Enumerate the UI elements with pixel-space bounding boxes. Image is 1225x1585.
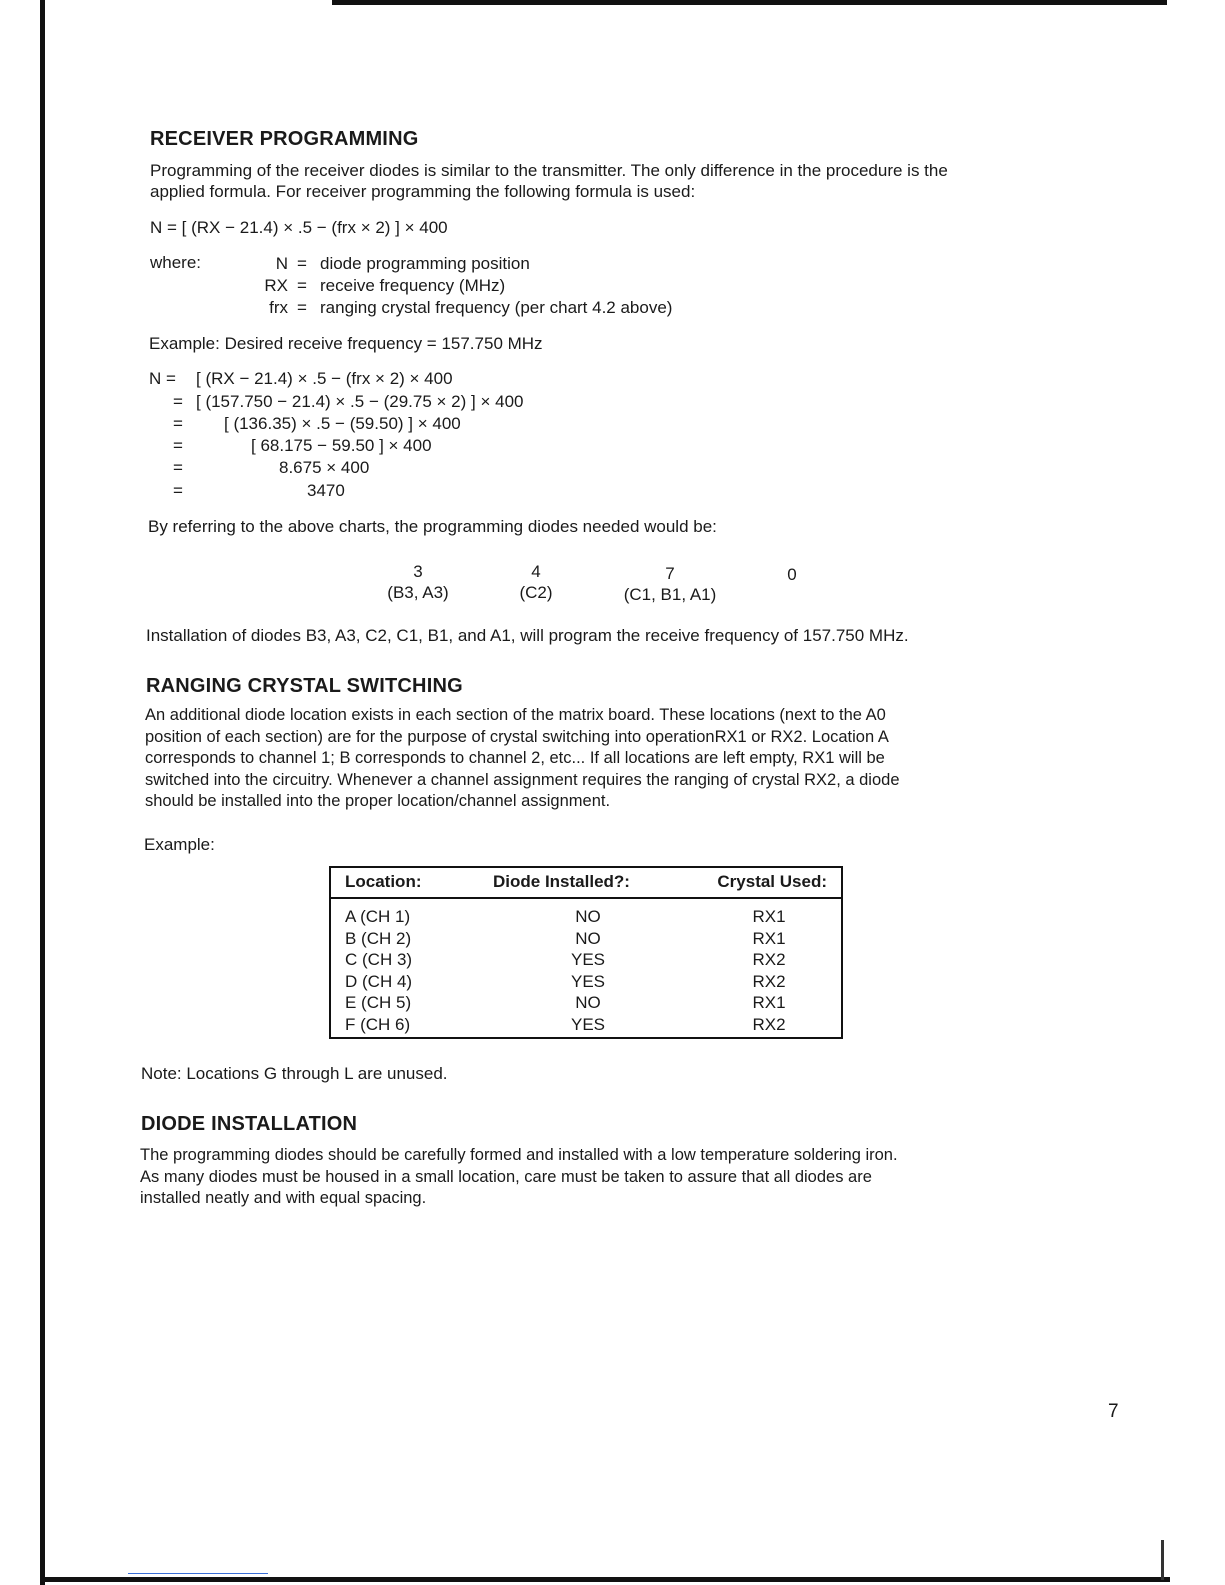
- receiver-formula: N = [ (RX − 21.4) × .5 − (frx × 2) ] × 400: [150, 218, 448, 237]
- definition-text: receive frequency (MHz): [320, 276, 506, 295]
- diode-paragraph: [140, 1145, 1040, 1210]
- table-cell-location: A (CH 1): [345, 907, 411, 926]
- definition-text: ranging crystal frequency (per chart 4.2 above): [320, 298, 673, 317]
- table-cell-crystal: RX2: [752, 1014, 786, 1034]
- digit-diodes: (B3, A3): [387, 583, 449, 602]
- paragraph-line: installed neatly and with equal spacing.: [140, 1189, 427, 1207]
- table-cell-diode: NO: [575, 993, 601, 1012]
- table-cell-diode: YES: [570, 1014, 606, 1034]
- paragraph-line: An additional diode location exists in each section of the matrix board. These locations (next to the A0: [145, 706, 886, 724]
- installation-sentence: Installation of diodes B3, A3, C2, C1, B1, and A1, will program the receive frequency of 157.750 MHz.: [146, 626, 909, 645]
- calc-equals: =: [173, 458, 183, 477]
- scan-border-top: [332, 0, 1167, 5]
- paragraph-line: corresponds to channel 1; B corresponds to channel 2, etc... If all locations are left empty, RX1 will be: [145, 749, 885, 767]
- ranging-paragraph: [145, 705, 1045, 813]
- table-cell-crystal: RX1: [752, 907, 786, 926]
- column-header-crystal-used: Crystal Used:: [697, 867, 842, 898]
- ranging-heading: RANGING CRYSTAL SWITCHING: [146, 675, 463, 697]
- table-cell-location: C (CH 3): [345, 950, 413, 969]
- calc-expression: 3470: [307, 481, 345, 500]
- calc-expression: [ (136.35) × .5 − (59.50) ] × 400: [224, 414, 461, 433]
- calc-equals: N =: [149, 369, 176, 388]
- calc-equals: =: [173, 414, 183, 433]
- digit-diodes: (C1, B1, A1): [623, 585, 717, 604]
- table-cell-diode: YES: [570, 950, 606, 969]
- table-row: [330, 1014, 842, 1039]
- scan-border-left: [40, 0, 45, 1585]
- definition-equals: =: [297, 276, 307, 295]
- table-cell-location: B (CH 2): [345, 928, 412, 948]
- table-cell-crystal: RX2: [752, 950, 786, 969]
- calc-expression: [ (RX − 21.4) × .5 − (frx × 2) × 400: [196, 369, 453, 388]
- table-cell-location: F (CH 6): [345, 1014, 411, 1034]
- table-cell-diode: NO: [575, 907, 601, 926]
- table-cell-crystal: RX1: [752, 928, 786, 948]
- digit: 3: [413, 562, 423, 581]
- receiver-intro-line-2: applied formula. For receiver programming the following formula is used:: [150, 182, 696, 201]
- where-label: where:: [150, 253, 202, 272]
- table-row: [330, 971, 842, 993]
- scan-border-bottom: [40, 1577, 1170, 1582]
- definition-symbol: N: [275, 254, 288, 273]
- digit: 0: [787, 565, 797, 584]
- table-header-row: [330, 867, 842, 898]
- column-header-location: Location:: [330, 867, 479, 898]
- calc-expression: [ (157.750 − 21.4) × .5 − (29.75 × 2) ] × 400: [196, 392, 524, 411]
- table-cell-diode: YES: [570, 971, 606, 991]
- table-row: [330, 898, 842, 928]
- table-cell-location: D (CH 4): [345, 971, 413, 991]
- scan-border-right: [1161, 1540, 1164, 1580]
- column-header-diode-installed: Diode Installed?:: [479, 867, 697, 898]
- paragraph-line: should be installed into the proper location/channel assignment.: [145, 792, 611, 810]
- calc-equals: =: [173, 392, 183, 411]
- calc-expression: 8.675 × 400: [279, 458, 370, 477]
- definition-symbol: frx: [269, 298, 288, 317]
- example-label: Example:: [144, 835, 215, 854]
- definition-symbol: RX: [264, 276, 288, 295]
- calc-expression: [ 68.175 − 59.50 ] × 400: [251, 436, 432, 455]
- definition-text: diode programming position: [320, 254, 530, 273]
- table-row: [330, 949, 842, 971]
- paragraph-line: As many diodes must be housed in a small location, care must be taken to assure that all diodes are: [140, 1167, 872, 1186]
- paragraph-line: The programming diodes should be carefully formed and installed with a low temperature soldering iron.: [140, 1146, 898, 1164]
- table-row: [330, 992, 842, 1014]
- table-cell-location: E (CH 5): [345, 993, 412, 1012]
- calc-equals: =: [173, 481, 183, 500]
- table-cell-crystal: RX2: [752, 971, 786, 991]
- example-frequency-line: Example: Desired receive frequency = 157.750 MHz: [149, 334, 543, 353]
- digit: 7: [665, 564, 675, 583]
- calc-equals: =: [173, 436, 183, 455]
- diode-heading: DIODE INSTALLATION: [141, 1113, 358, 1135]
- paragraph-line: position of each section) are for the purpose of crystal switching into operationRX1 or RX2. Location A: [145, 727, 889, 746]
- scan-artifact-line: [128, 1573, 268, 1574]
- paragraph-line: switched into the circuitry. Whenever a channel assignment requires the ranging of crystal RX2, a diode: [145, 770, 900, 789]
- table-row: [330, 928, 842, 950]
- definition-equals: =: [297, 254, 307, 273]
- receiver-intro-line-1: Programming of the receiver diodes is similar to the transmitter. The only difference in the procedure is the: [150, 161, 948, 180]
- page-number: 7: [1108, 1401, 1119, 1422]
- digit-diodes: (C2): [519, 583, 553, 602]
- location-table: [329, 866, 843, 1039]
- table-cell-crystal: RX1: [752, 993, 786, 1012]
- referring-line: By referring to the above charts, the programming diodes needed would be:: [148, 517, 717, 536]
- table-cell-diode: NO: [575, 928, 601, 948]
- note-line: Note: Locations G through L are unused.: [141, 1064, 448, 1083]
- definition-equals: =: [297, 298, 307, 317]
- digit: 4: [531, 562, 541, 581]
- receiver-heading: RECEIVER PROGRAMMING: [150, 128, 419, 150]
